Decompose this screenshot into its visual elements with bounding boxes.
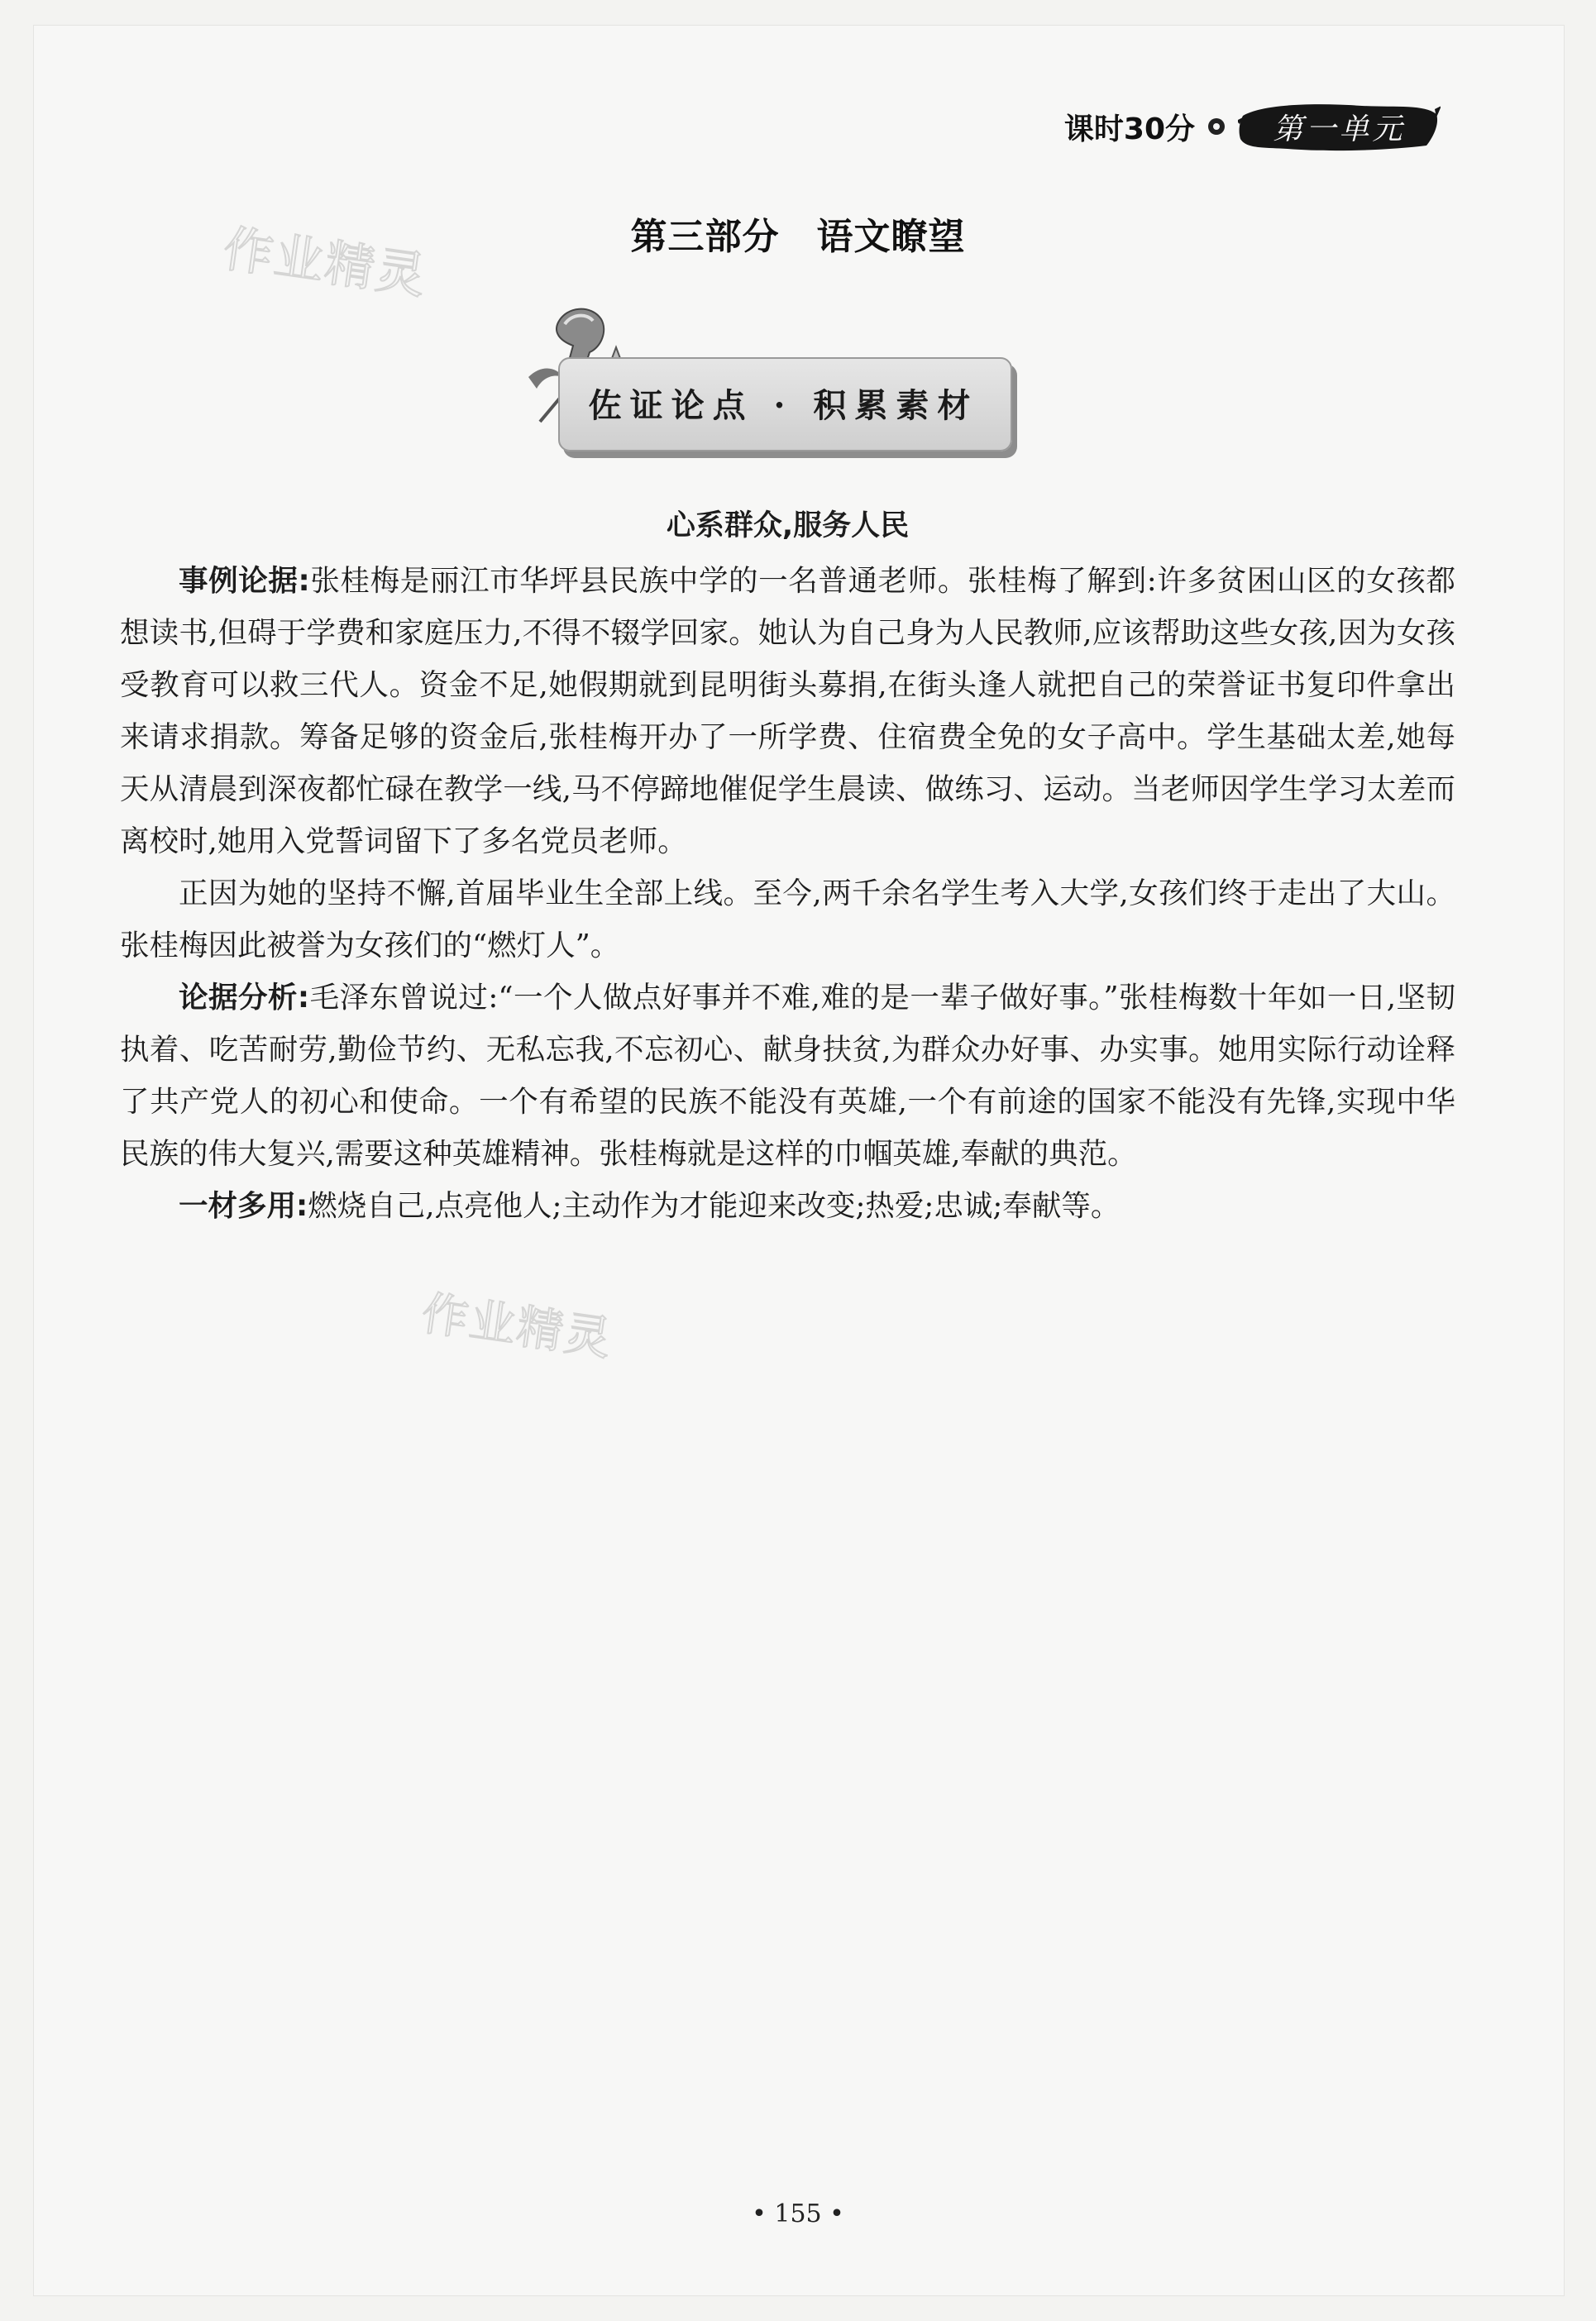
article-title: 心系群众,服务人民 <box>666 509 910 542</box>
clock-icon <box>1208 118 1225 135</box>
lesson-time-label: 课时30分 <box>1063 112 1195 146</box>
section-banner <box>525 298 1021 463</box>
watermark: 作业精灵 <box>219 220 431 306</box>
paragraph-example-evidence <box>120 555 1455 867</box>
part-title: 第三部分 语文瞭望 <box>630 216 966 258</box>
banner-label: 佐证论点 · 积累素材 <box>588 385 979 425</box>
page-header <box>1064 98 1441 155</box>
unit-badge-label: 第一单元 <box>1273 112 1406 146</box>
paragraph-text: 燃烧自己,点亮他人;主动作为才能迎来改变;热爱;忠诚;奉献等。 <box>308 1189 1121 1223</box>
paragraph-outcome <box>120 867 1455 972</box>
paragraph-multi-use <box>120 1180 1455 1232</box>
article <box>120 500 1455 1232</box>
paragraph-lead: 事例论据: <box>179 564 310 598</box>
watermark: 作业精灵 <box>418 1287 616 1367</box>
paragraph-text: 毛泽东曾说过:“一个人做点好事并不难,难的是一辈子做好事。”张桂梅数十年如一日,坚韧执着、吃苦耐劳,勤俭节约、无私忘我,不忘初心、献身扶贫,为群众办好事、办实事。她用实际行动诠释了共产党人的初心和使命。一个有希望的民族不能没有英雄,一个有前途的国家不能没有先锋,实现中华民族的伟大复兴,需要这种英雄精神。张桂梅就是这样的巾帼英雄,奉献的典范。 <box>120 981 1455 1171</box>
paragraph-lead: 一材多用: <box>179 1189 308 1223</box>
unit-badge <box>1238 99 1441 154</box>
paragraph-text: 正因为她的坚持不懈,首届毕业生全部上线。至今,两千余名学生考入大学,女孩们终于走出了大山。张桂梅因此被誉为女孩们的“燃灯人”。 <box>120 876 1455 962</box>
page-number: • 155 • <box>752 2199 844 2228</box>
paragraph-lead: 论据分析: <box>179 981 310 1015</box>
paragraph-text: 张桂梅是丽江市华坪县民族中学的一名普通老师。张桂梅了解到:许多贫困山区的女孩都想读书,但碍于学费和家庭压力,不得不辍学回家。她认为自己身为人民教师,应该帮助这些女孩,因为女孩受教育可以救三代人。资金不足,她假期就到昆明街头募捐,在街头逢人就把自己的荣誉证书复印件拿出来请求捐款。筹备足够的资金后,张桂梅开办了一所学费、住宿费全免的女子高中。学生基础太差,她每天从清晨到深夜都忙碌在教学一线,马不停蹄地催促学生晨读、做练习、运动。当老师因学生学习太差而离校时,她用入党誓词留下了多名党员老师。 <box>120 564 1455 858</box>
paragraph-analysis <box>120 972 1455 1180</box>
